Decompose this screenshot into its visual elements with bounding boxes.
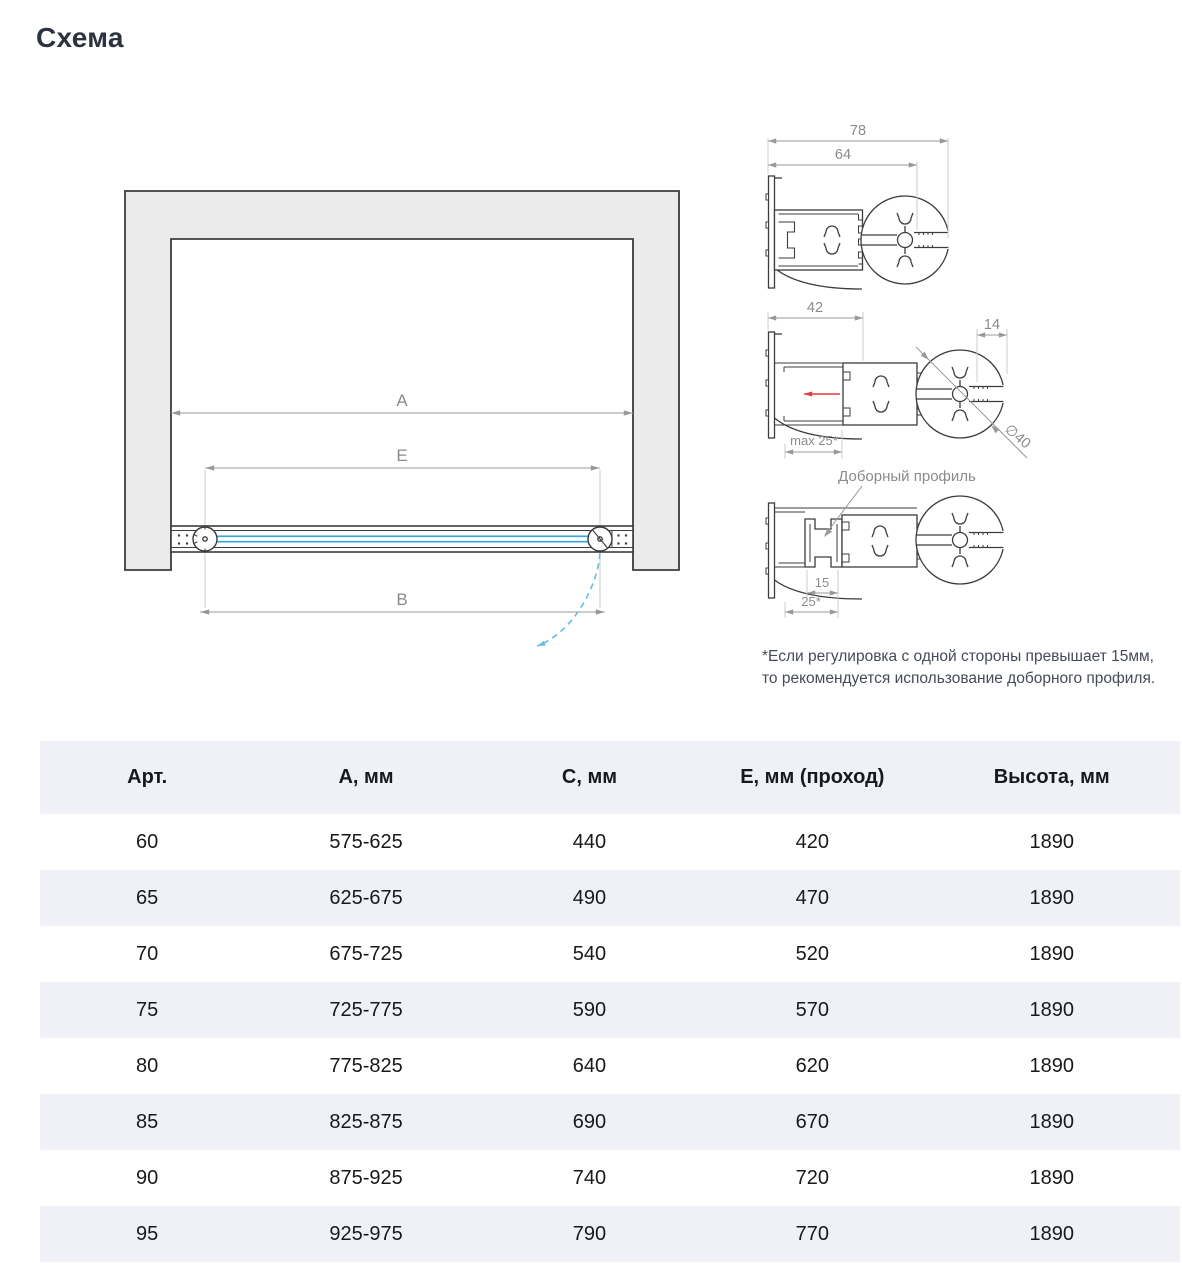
glass-panel (211, 536, 600, 541)
table-row (40, 926, 1180, 982)
cell-a: 775-825 (329, 1054, 403, 1077)
table-row (40, 814, 1180, 870)
wall-outline (125, 191, 679, 570)
cell-art: 95 (136, 1222, 159, 1245)
cell-e: 420 (795, 830, 830, 853)
cell-art: 75 (136, 998, 159, 1021)
size-table (40, 741, 1180, 1262)
cell-art: 90 (136, 1166, 159, 1189)
dim-14-label: 14 (983, 317, 1001, 333)
left-roller (193, 526, 217, 552)
cell-height: 1890 (1029, 886, 1074, 909)
dim-78-label: 78 (849, 123, 867, 139)
dimension-b (200, 590, 605, 612)
footnote (762, 646, 1155, 690)
cell-art: 65 (136, 886, 159, 909)
dimension-b-label: B (396, 590, 408, 609)
cell-a: 575-625 (329, 830, 403, 853)
cell-e: 620 (795, 1054, 830, 1077)
page-title: Схема (36, 22, 124, 53)
door-swing-arc (537, 553, 600, 646)
cell-e: 520 (795, 942, 830, 965)
cell-a: 825-875 (329, 1110, 403, 1133)
cell-e: 670 (795, 1110, 830, 1133)
table-row (40, 1206, 1180, 1262)
dim-42-label: 42 (806, 300, 824, 316)
dim-max25-label: max 25* (790, 433, 838, 448)
roller-tube-section (916, 496, 1006, 584)
footnote-line-1: *Если регулировка с одной стороны превышает 15мм, (762, 648, 1154, 665)
col-header-art: Арт. (127, 766, 168, 788)
profile-section-bottom (766, 496, 1006, 599)
dimension-a (171, 391, 633, 413)
installation-diagram (100, 150, 720, 670)
cell-e: 470 (795, 886, 830, 909)
roller-tube-section (861, 196, 951, 284)
table-row (40, 1150, 1180, 1206)
cell-height: 1890 (1029, 830, 1074, 853)
cell-height: 1890 (1029, 1110, 1074, 1133)
cell-c: 540 (572, 942, 607, 965)
dim-diameter-label: ∅40 (1001, 421, 1034, 453)
cell-art: 60 (136, 830, 159, 853)
table-row (40, 1094, 1180, 1150)
cell-height: 1890 (1029, 1166, 1074, 1189)
right-roller (588, 527, 612, 551)
cell-a: 675-725 (329, 942, 403, 965)
dim-15-label: 15 (814, 575, 830, 590)
cell-a: 875-925 (329, 1166, 403, 1189)
cell-art: 80 (136, 1054, 159, 1077)
cell-e: 720 (795, 1166, 830, 1189)
col-header-c: С, мм (561, 766, 618, 788)
table-row (40, 870, 1180, 926)
cell-e: 770 (795, 1222, 830, 1245)
roller-tube-section (916, 350, 1006, 438)
cell-a: 625-675 (329, 886, 403, 909)
cell-art: 70 (136, 942, 159, 965)
footnote-line-2: то рекомендуется использование доборного профиля. (762, 670, 1156, 687)
cell-a: 925-975 (329, 1222, 403, 1245)
cell-c: 440 (572, 830, 607, 853)
col-header-e: Е, мм (проход) (740, 766, 885, 788)
cell-c: 690 (572, 1110, 607, 1133)
dim-25-label: 25* (801, 594, 821, 609)
cell-height: 1890 (1029, 1054, 1074, 1077)
cell-c: 490 (572, 886, 607, 909)
profile-sections-diagram (740, 118, 1182, 645)
profile-section-top (766, 176, 951, 289)
cell-c: 640 (572, 1054, 607, 1077)
dimension-a-label: A (396, 391, 408, 410)
cell-e: 570 (795, 998, 830, 1021)
table-row (40, 982, 1180, 1038)
cell-c: 740 (572, 1166, 607, 1189)
cell-height: 1890 (1029, 998, 1074, 1021)
profile-section-middle (766, 332, 1006, 439)
table-header-row (40, 741, 1180, 814)
cell-a: 725-775 (329, 998, 403, 1021)
cell-c: 790 (572, 1222, 607, 1245)
dimension-e-label: E (396, 446, 408, 465)
profile-bottom-dimensions (785, 570, 838, 618)
extension-profile-piece (805, 519, 842, 567)
cell-art: 85 (136, 1110, 159, 1133)
dimension-e (205, 446, 600, 468)
extension-profile-callout: Доборный профиль (838, 468, 976, 485)
cell-height: 1890 (1029, 1222, 1074, 1245)
table-row (40, 1038, 1180, 1094)
col-header-a: А, мм (338, 766, 394, 788)
cell-height: 1890 (1029, 942, 1074, 965)
dim-64-label: 64 (834, 147, 852, 163)
col-header-height: Высота, мм (993, 766, 1110, 788)
cell-c: 590 (572, 998, 607, 1021)
